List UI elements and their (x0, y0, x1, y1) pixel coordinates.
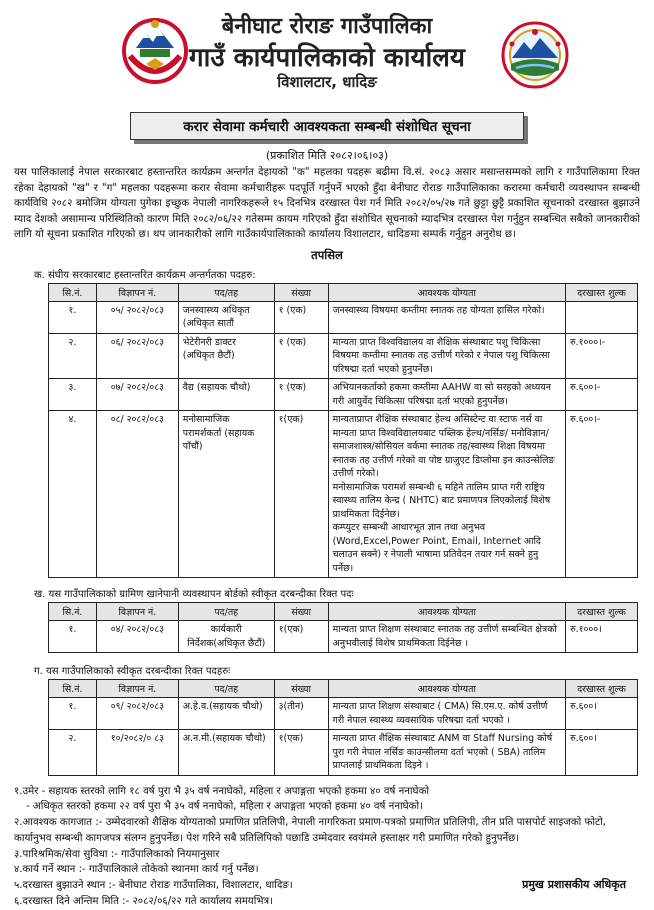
cell-fee: रु.६००।- (566, 411, 638, 578)
footnote-age-officer: - अधिकृत स्तरको हकमा २२ वर्ष पुरा भै ३५ वर्ष ननाघेको, महिला र अपाङ्गता भएको हकमा ४० वर्ष ननाघेको। (26, 801, 423, 813)
cell-post: कार्यकारी निर्देशक(अधिकृत छैटौं) (178, 621, 274, 653)
cell-count: १(एक) (274, 621, 328, 653)
footnote-age: १.उमेर - सहायक स्तरको लागि १८ वर्ष पुरा भै ३५ वर्ष ननाघेको, महिला र अपाङ्गता भएको हकमा ४० वर्ष ननाघेको (14, 785, 430, 797)
cell-adv: ०७/ २०८२/०८३ (96, 379, 178, 411)
cell-fee: रु.६००। (566, 698, 638, 730)
col-post: पद/तह (178, 283, 274, 301)
cell-qual: मान्यता प्राप्त विश्वविद्यालय वा शैक्षिक संस्थाबाट पशु चिकित्सा विषयमा कम्तीमा स्नातक तह उत्तीर्ण गरेको र नेपाल पशु चिकित्सा परिषद्मा दर्ता भएको हुनुपर्नेछ। (328, 333, 566, 379)
table-header-row (49, 283, 638, 301)
col-fee: दरखास्त शुल्क (566, 283, 638, 301)
cell-adv: ०५/ २०८२/०८३ (96, 301, 178, 333)
cell-sn: १. (49, 301, 97, 333)
cell-post: जनस्वास्थ्य अधिकृत (अधिकृत सातौं (178, 301, 274, 333)
col-post: पद/तह (178, 680, 274, 698)
col-qual: आवश्यक योग्यता (328, 603, 565, 621)
cell-sn: ४. (49, 411, 97, 578)
cell-count: १(एक) (274, 730, 328, 776)
col-count: संख्या (274, 680, 328, 698)
cell-post: वैद्य (सहायक चौथो) (178, 379, 274, 411)
cell-count: १(एक) (274, 411, 328, 578)
cell-count: १ (एक) (274, 333, 328, 379)
section-a-title: क. संघीय सरकारबाट हस्तान्तरित कार्यक्रम अन्तर्गतका पदहरु: (34, 269, 256, 281)
cell-adv: ०६/ २०८२/०८३ (96, 333, 178, 379)
section-c-title: ग. यस गाउँपालिकाको स्वीकृत दरबन्दीका रिक्त पदहरुः (34, 666, 231, 677)
table-row (49, 379, 638, 411)
footnote-documents: २.आवश्यक कागजात :- उम्मेदवारको शैक्षिक योग्यताको प्रमाणित प्रतिलिपी, नेपाली नागरिकता प्रमाण-पत्रको प्रमाणित प्रतिलिपी, तीन प्रति पासपोर्ट साइजको फोटो, कार्यानुभव सम्बन्धी कागजपत्र संलग्न हुनुपर्नेछ। पेश गरिने सबै प्रतिलिपिको पछाडि उम्मेदवार स्वयंमले हस्ताक्षर गरी प्रमाणित गरेको हुनुपर्नेछ। (14, 817, 607, 844)
footnote-deadline: ६.दरखास्त दिने अन्तिम मिति :- २०८२/०६/२२ गते कार्यालय समयभित्र। (14, 896, 273, 908)
cell-qual: मान्यता प्राप्त शिक्षण संस्थाबाट स्नातक तह उत्तीर्ण सम्बन्धित क्षेत्रको अनुभवीलाई विशेष प्राथमिकता दिईनेछ । (328, 621, 565, 653)
cell-qual: जनस्वास्थ्य विषयमा कम्तीमा स्नातक तह योग्यता हासिल गरेको। (328, 301, 566, 333)
cell-sn: १. (49, 698, 97, 730)
table-row (49, 698, 638, 730)
cell-adv: ०९/ २०८२/०८३ (96, 698, 178, 730)
cell-sn: ३. (49, 379, 97, 411)
table-header-row (49, 603, 638, 621)
office-name: गाउँ कार्यपालिकाको कार्यालय (189, 43, 465, 73)
cell-adv: १०/२०८२/० ८३ (96, 730, 178, 776)
col-count: संख्या (274, 603, 328, 621)
municipality-name: बेनीघाट रोराङ गाउँपालिका (221, 14, 433, 39)
cell-sn: २. (49, 730, 97, 776)
col-sn: सि.नं. (49, 603, 97, 621)
footnote-submission-place: ५.दरखास्त बुझाउने स्थान :- बेनीघाट रोराङ गाउँपालिका, विशालटार, धादिङ। (14, 880, 293, 892)
schedule-heading: तपसिल (311, 247, 343, 262)
cell-qual: मान्यता प्राप्त शैक्षिक संस्थाबाट ANM वा Staff Nursing कोर्ष पुरा गरी नेपाल नर्सिङ काउन्सीलमा दर्ता भएको ( SBA) तालिम प्राप्तलाई प्राथमिकता दिइने । (328, 730, 565, 776)
qual-part-2: मनोसामाजिक परामर्श सम्बन्धी ६ महिने तालिम प्राप्त गरी राष्ट्रिय स्वास्थ्य तालिम केन्द्र ( NHTC) बाट प्रमाणपत्र लिएकोलाई विशेष प्राथमिकता दिईनेछ। (332, 481, 551, 520)
col-qual: आवश्यक योग्यता (328, 283, 566, 301)
cell-sn: २. (49, 333, 97, 379)
footnote-workplace: ४.कार्य गर्ने स्थान :- गाउँपालिकाले तोकेको स्थानमा कार्य गर्नु पर्नेछ। (14, 864, 259, 876)
col-qual: आवश्यक योग्यता (328, 680, 565, 698)
cell-fee (566, 301, 638, 333)
table-row (49, 301, 638, 333)
col-sn: सि.नं. (49, 680, 97, 698)
cell-fee: रु.६००। (566, 730, 638, 776)
signature-title: प्रमुख प्रशासकीय अधिकृत (522, 878, 626, 891)
col-count: संख्या (274, 283, 328, 301)
table-row (49, 730, 638, 776)
section-b-title: ख. यस गाउँपालिकाको ग्रामिण खानेपानी व्यवस्थापन बोर्डको स्वीकृत दरबन्दीका रिक्त पदः (34, 589, 354, 600)
cell-count: ३(तीन) (274, 698, 328, 730)
cell-sn: १. (49, 621, 97, 653)
qual-part-1: मान्यताप्राप्त शैक्षिक संस्थाबाट हेल्थ असिस्टेन्ट वा स्टाफ नर्स वा मान्यता प्राप्त विश्वविद्यालयबाट पब्लिक हेल्थ/नर्सिङ/ मनोविज्ञान/ समाजशास्त्र/सोसियल वर्कमा स्नातक तह/स्वास्थ्य शिक्षा विषयमा स्नातक तह उत्तीर्ण गरेको वा पोष्ट ग्राजुएट डिप्लोमा इन काउन्सेलिङ उत्तीर्ण गरेको। (332, 414, 555, 479)
table-header-row (49, 680, 638, 698)
col-adv: विज्ञापन नं. (96, 603, 178, 621)
col-sn: सि.नं. (49, 283, 97, 301)
col-adv: विज्ञापन नं. (96, 680, 178, 698)
table-row (49, 411, 638, 578)
section-b-table (48, 602, 638, 653)
col-fee: दरखास्त शुल्क (566, 680, 638, 698)
published-date: (प्रकाशित मिति २०८२।०६।०३) (265, 149, 389, 162)
municipality-logo-icon (498, 18, 572, 90)
intro-paragraph: यस पालिकालाई नेपाल सरकारबाट हस्तान्तरित कार्यक्रम अन्तर्गत देहायको "क" महलका पदहरू बढीमा वि.सं. २०८३ असार मसान्तसम्मको लागि र गाउँपालिकामा रिक्त रहेका देहायको "ख" र "ग" महलका पदहरूमा करार सेवामा कर्मचारीहरू पदपूर्ति गर्नुपर्ने भएको हुँदा बेनीघाट रोराङ गाउँपालिकाका करारमा कर्मचारी व्यवस्थापन सम्बन्धी कार्यविधि २०८२ बमोजिम योग्यता पुगेका इच्छुक नेपाली नागरिकहरूले १५ दिनभित्र दरखास्त पेश गर्न मिति २०८२/०५/२७ गते छुट्टा छुट्टै प्रकाशित सूचनाको दरखास्त बुझाउने म्याद देशको असामान्य परिस्थितिको कारण मिति २०८२/०६/२२ गतेसम्म कायम गरिएको हुँदा संशोधित सूचनाको म्यादभित्र दरखास्त पेश गर्नुहुन सम्बन्धित सबैको जानकारीको लागि यो सूचना प्रकाशित गरिएको छ। थप जानकारीको लागि गाउँकार्यपालिकाको कार्यालय विशालटार, धादिङमा सम्पर्क गर्नुहुन अनुरोध छ। (14, 167, 640, 240)
notice-title: करार सेवामा कर्मचारी आवश्यकता सम्बन्धी संशोधित सूचना (130, 112, 524, 140)
col-post: पद/तह (178, 603, 274, 621)
col-adv: विज्ञापन नं. (96, 283, 178, 301)
office-address: विशालटार, धादिङ (277, 73, 377, 91)
cell-post: भेटेरीनरी डाक्टर (अधिकृत छैटौं) (178, 333, 274, 379)
cell-adv: ०४/ २०८२/०८३ (96, 621, 178, 653)
cell-qual: अभियानकर्ताको हकमा कम्तीमा AAHW वा सो सरहको अध्ययन गरी आयुर्वेद चिकित्सा परिषद्मा दर्ता भएको हुनुपर्नेछ। (328, 379, 566, 411)
cell-count: १ (एक) (274, 379, 328, 411)
cell-count: १ (एक) (274, 301, 328, 333)
table-row (49, 621, 638, 653)
qual-part-3: कम्प्युटर सम्बन्धी आधारभूत ज्ञान तथा अनुभव (Word,Excel,Power Point, Email, Internet आदि चलाउन सक्ने) र नेपाली भाषामा प्रतिवेदन तयार गर्न सक्ने हुनु पर्नेछ। (332, 522, 541, 574)
cell-adv: ०८/ २०८२/०८३ (96, 411, 178, 578)
cell-qual (328, 411, 566, 578)
cell-qual: मान्यता प्राप्त शिक्षण संस्थाबाट ( CMA) सि.एम.ए. कोर्ष उत्तीर्ण गरी नेपाल स्वास्थ्य व्यवसायिक परिषद्मा दर्ता भएको । (328, 698, 565, 730)
cell-post: अ.हे.व.(सहायक चौथो) (178, 698, 274, 730)
cell-fee: रु.६००।- (566, 379, 638, 411)
table-row (49, 333, 638, 379)
cell-post: अ.न.मी.(सहायक चौथो) (178, 730, 274, 776)
cell-fee: रु.१०००। (566, 621, 638, 653)
section-c-table (48, 679, 638, 776)
footnote-remuneration: ३.पारिश्रमिक/सेवा सुविधा :- गाउँपालिकाको नियमानुसार (14, 848, 220, 860)
cell-post: मनोसामाजिक परामर्शकर्ता (सहायक पाँचौं) (178, 411, 274, 578)
cell-fee: रु.१०००।- (566, 333, 638, 379)
letterhead (14, 0, 640, 110)
col-fee: दरखास्त शुल्क (566, 603, 638, 621)
section-a-table (48, 283, 638, 579)
